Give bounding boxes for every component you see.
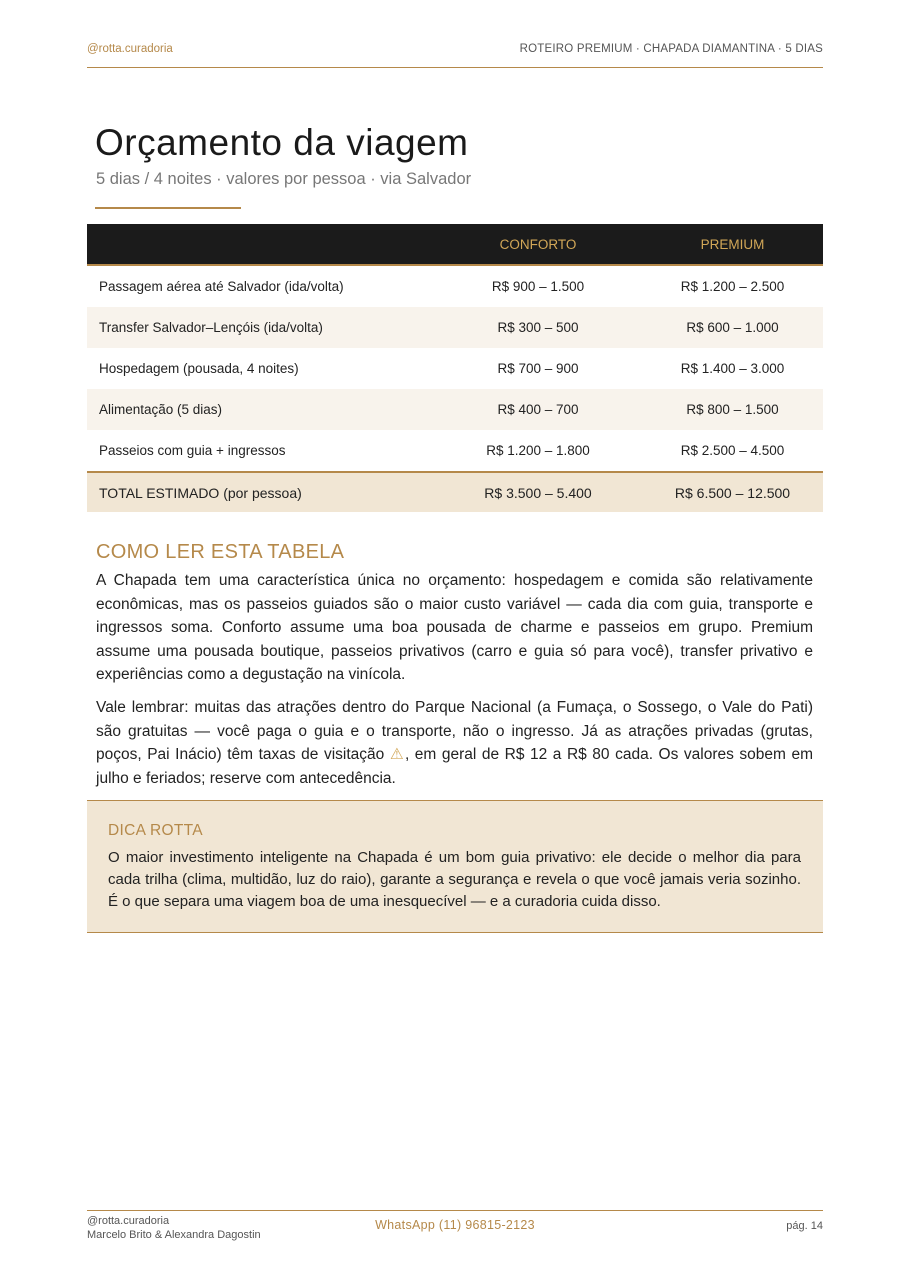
row-premium-value: R$ 600 – 1.000 — [642, 307, 823, 348]
row-premium-value: R$ 800 – 1.500 — [642, 389, 823, 430]
total-label: TOTAL ESTIMADO (por pessoa) — [87, 472, 434, 512]
table-row — [87, 307, 823, 348]
row-conforto-value: R$ 300 – 500 — [434, 307, 642, 348]
tip-box — [87, 800, 823, 933]
row-premium-value: R$ 1.200 – 2.500 — [680, 279, 785, 294]
paragraph-2-text-start: Vale lembrar: muitas das atrações dentro do Parque Nacional (a Fumaça, o Sossego, o Vale do Pati) são gratuitas — você paga o guia e o transporte, não o ingresso. Já as atrações privadas (grutas, poços, Pai Inácio) têm taxas de visitação — [96, 699, 813, 764]
column-header-premium: PREMIUM — [642, 224, 823, 265]
total-row — [87, 472, 823, 512]
row-item: Hospedagem (pousada, 4 noites) — [99, 361, 299, 376]
page-subtitle: 5 dias / 4 noites · valores por pessoa · via Salvador — [96, 170, 472, 188]
row-item: Passagem aérea até Salvador (ida/volta) — [99, 279, 344, 294]
header-document-label: ROTEIRO PREMIUM · CHAPADA DIAMANTINA · 5 DIAS — [519, 43, 823, 55]
table-row — [87, 430, 823, 472]
warning-icon: ⚠ — [389, 746, 405, 764]
budget-table — [87, 224, 823, 512]
table-row — [87, 265, 823, 307]
section-heading: COMO LER ESTA TABELA — [96, 541, 345, 563]
page-number: pág. 14 — [786, 1220, 823, 1232]
row-item: Alimentação (5 dias) — [87, 389, 434, 430]
tip-text: O maior investimento inteligente na Chapada é um bom guia privativo: ele decide o melhor dia para cada trilha (clima, multidão, luz do raio), garante a segurança e revela o que você jamais veria sozinho. É o que separa uma viagem boa de uma inesquecível — e a curadoria cuida disso. — [108, 849, 801, 910]
row-conforto-value: R$ 700 – 900 — [497, 361, 579, 376]
table-header — [87, 224, 823, 265]
row-premium-value: R$ 1.400 – 3.000 — [680, 361, 785, 376]
paragraph-2-text-end: , em geral de R$ 12 a R$ 80 cada. Os valores sobem em julho e feriados; reserve com antecedência. — [96, 746, 813, 787]
footer-authors: Marcelo Brito & Alexandra Dagostin — [87, 1229, 261, 1241]
section-paragraph-1: A Chapada tem uma característica única no orçamento: hospedagem e comida são relativamente econômicas, mas os passeios guiados são o maior custo variável — cada dia com guia, transporte e ingressos soma. Conforto assume uma boa pousada de charme e passeios em grupo. Premium assume uma pousada boutique, passeios privativos (carro e guia só para você), transfer privativo e experiências como a degustação na vinícola. — [96, 572, 813, 684]
row-item: Passeios com guia + ingressos — [99, 443, 286, 458]
footer-whatsapp-contact: WhatsApp (11) 96815-2123 — [375, 1218, 535, 1232]
title-divider — [95, 207, 241, 209]
table-row — [87, 348, 823, 389]
row-premium-value: R$ 2.500 – 4.500 — [680, 443, 785, 458]
column-header-item — [87, 224, 434, 265]
page-header — [87, 43, 823, 68]
row-conforto-value: R$ 1.200 – 1.800 — [486, 443, 590, 458]
section-paragraph-2 — [96, 696, 813, 790]
row-item: Transfer Salvador–Lençóis (ida/volta) — [87, 307, 434, 348]
row-conforto-value: R$ 900 – 1.500 — [491, 279, 585, 294]
table-row — [87, 389, 823, 430]
page-footer — [87, 1210, 823, 1251]
header-brand-handle: @rotta.curadoria — [87, 43, 173, 55]
page-title: Orçamento da viagem — [95, 122, 469, 163]
total-conforto-value: R$ 3.500 – 5.400 — [434, 472, 642, 512]
footer-handle: @rotta.curadoria — [87, 1215, 170, 1227]
total-premium-value: R$ 6.500 – 12.500 — [642, 472, 823, 512]
row-conforto-value: R$ 400 – 700 — [434, 389, 642, 430]
column-header-conforto: CONFORTO — [434, 224, 642, 265]
tip-title: DICA ROTTA — [108, 822, 203, 839]
